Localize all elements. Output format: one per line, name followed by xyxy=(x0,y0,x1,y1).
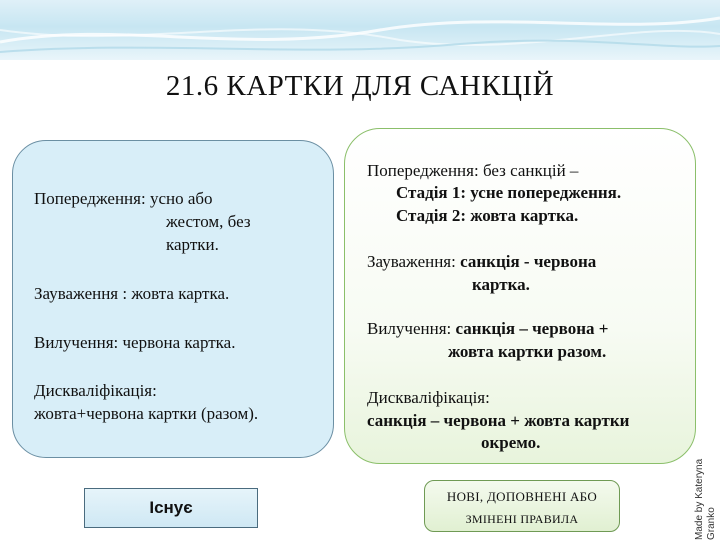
right-removal-value: санкція – червона + xyxy=(455,319,609,338)
right-disqualification-line-3: окремо. xyxy=(481,433,541,452)
wave-decoration xyxy=(0,0,720,60)
right-disqualification-line-2: санкція – червона + жовта картки xyxy=(367,411,630,430)
decorative-header-band xyxy=(0,0,720,60)
right-caution-value: санкція - червона xyxy=(460,252,597,271)
signature-line-2: Granko xyxy=(706,507,717,540)
left-caution: Зауваження : жовта картка. xyxy=(34,284,230,303)
right-removal-line-2: жовта картки разом. xyxy=(448,342,607,361)
existing-rules-button[interactable]: Існує xyxy=(84,488,258,528)
right-caution-label: Зауваження: xyxy=(367,252,456,271)
right-removal-label: Вилучення: xyxy=(367,319,452,338)
left-disqualification-line-1: Дискваліфікація: xyxy=(34,381,157,400)
right-removal-line-1 xyxy=(367,318,608,340)
signature-line-1: Made by Kateryna xyxy=(694,458,705,540)
left-disqualification-line-2: жовта+червона картки (разом). xyxy=(34,404,259,423)
new-rules-label-line-1: НОВІ, ДОПОВНЕНІ АБО xyxy=(446,489,598,504)
left-warning-line-3: картки. xyxy=(166,235,219,254)
right-warning: Попередження: без санкцій – xyxy=(367,161,579,180)
left-warning-line-1: Попередження: усно або xyxy=(34,189,213,208)
left-warning-line-2: жестом, без xyxy=(166,212,251,231)
new-rules-label-line-2: ЗМІНЕНІ ПРАВИЛА xyxy=(465,512,579,526)
author-signature xyxy=(694,380,718,540)
new-rules-button[interactable] xyxy=(424,480,620,532)
right-stage-2: Стадія 2: жовта картка. xyxy=(396,206,579,225)
page-title: 21.6 КАРТКИ ДЛЯ САНКЦІЙ xyxy=(165,70,555,102)
right-disqualification-label: Дискваліфікація: xyxy=(367,388,490,407)
right-caution-line-2: картка. xyxy=(472,275,530,294)
right-stage-1: Стадія 1: усне попередження. xyxy=(396,183,622,202)
right-caution-line-1 xyxy=(367,251,596,273)
left-removal: Вилучення: червона картка. xyxy=(34,333,236,352)
